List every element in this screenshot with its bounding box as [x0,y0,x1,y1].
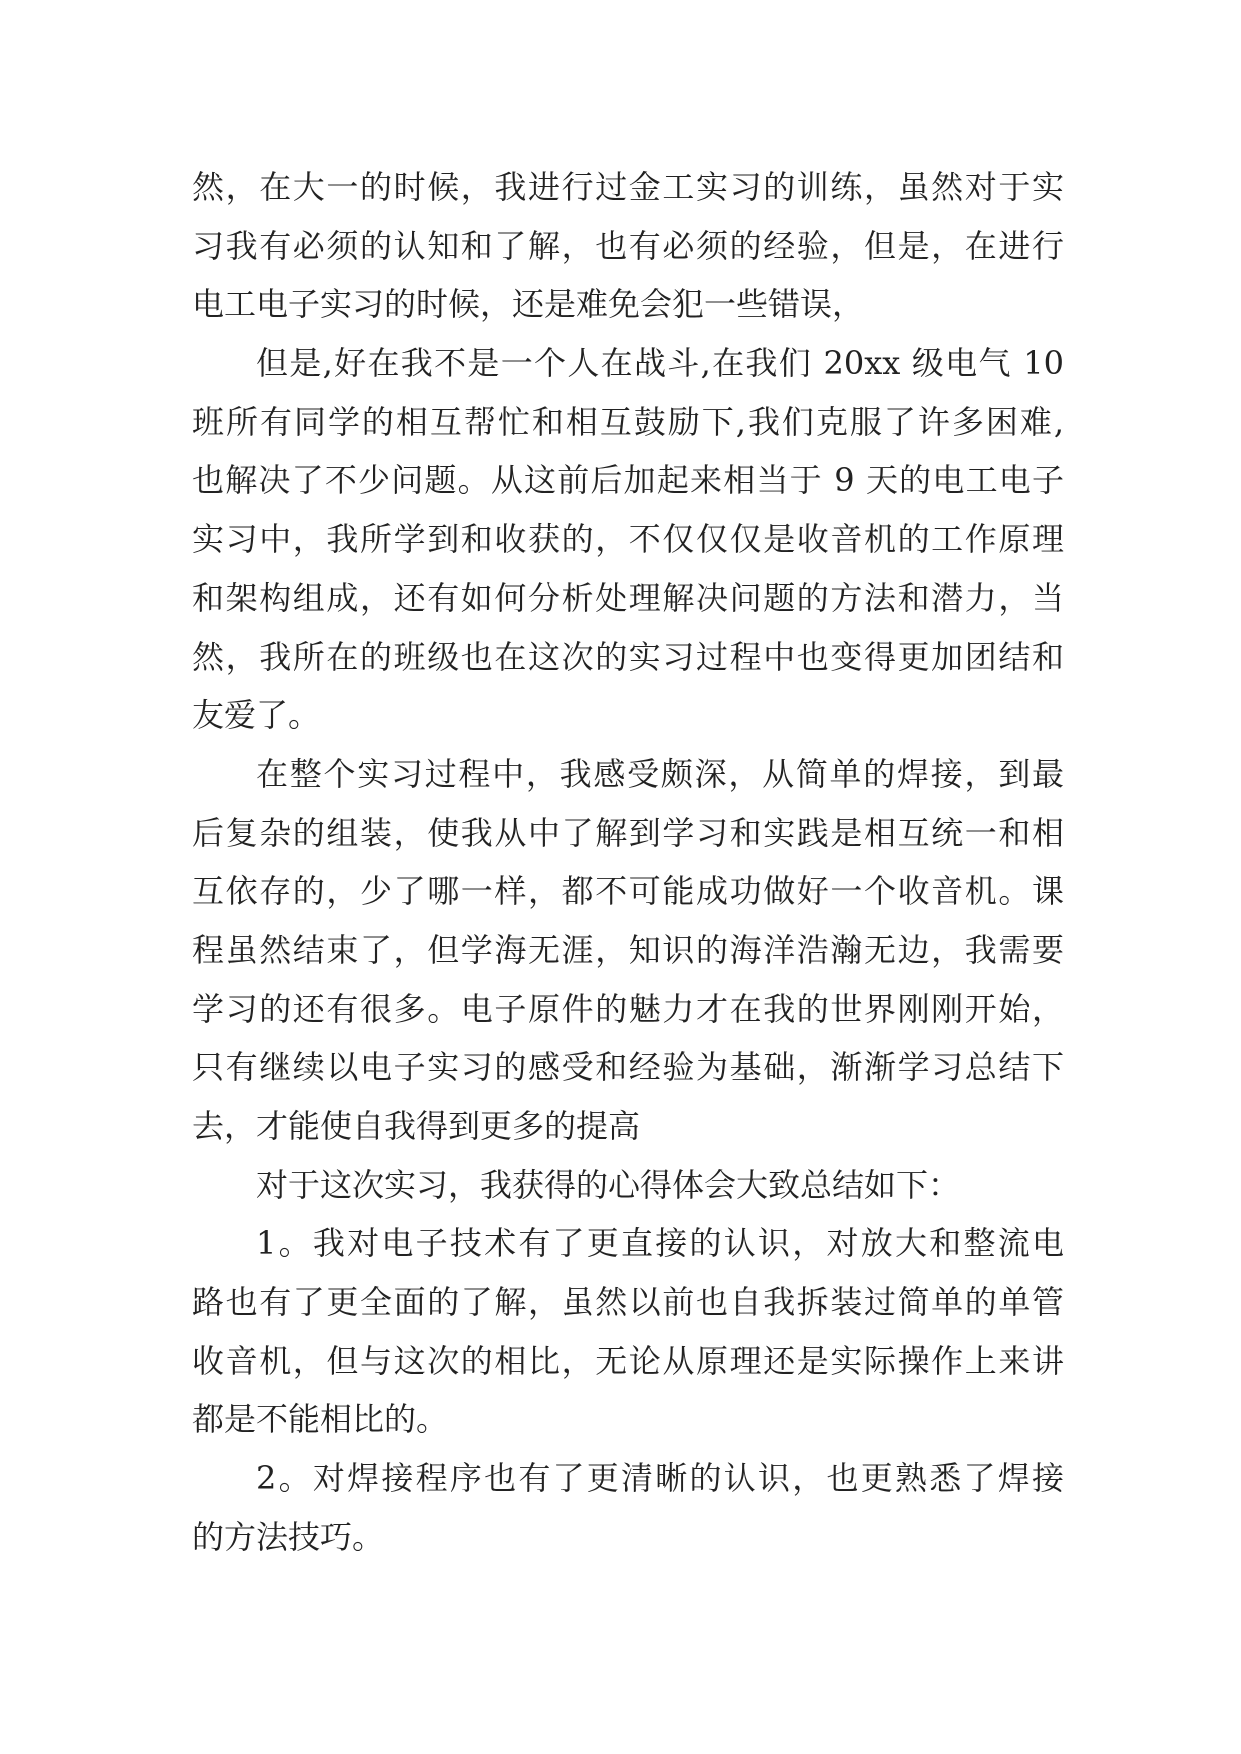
text-line: 班所有同学的相互帮忙和相互鼓励下,我们克服了许多困难, [192,402,1064,441]
text-line: 对于这次实习，我获得的心得体会大致总结如下： [256,1165,961,1204]
text-line: 但是,好在我不是一个人在战斗,在我们 20xx 级电气 10 [256,344,1064,383]
text-line: 路也有了更全面的了解，虽然以前也自我拆装过简单的单管 [192,1283,1064,1322]
text-line: 习我有必须的认知和了解，也有必须的经验，但是，在进行 [192,226,1064,265]
document-body [192,158,1064,1567]
text-line: 电工电子实习的时候，还是难免会犯一些错误， [192,285,865,324]
text-line: 只有继续以电子实习的感受和经验为基础，渐渐学习总结下 [192,1048,1064,1087]
text-line: 收音机，但与这次的相比，无论从原理还是实际操作上来讲 [192,1341,1064,1380]
text-line: 友爱了。 [192,696,321,735]
text-line: 互依存的，少了哪一样，都不可能成功做好一个收音机。课 [192,872,1064,911]
text-line: 1。我对电子技术有了更直接的认识，对放大和整流电 [256,1224,1064,1263]
paragraph [192,334,1064,745]
text-line: 和架构组成，还有如何分析处理解决问题的方法和潜力，当 [192,578,1064,617]
paragraph [192,1214,1064,1449]
text-line: 后复杂的组装，使我从中了解到学习和实践是相互统一和相 [192,813,1064,852]
text-line: 然，我所在的班级也在这次的实习过程中也变得更加团结和 [192,637,1064,676]
paragraph [192,158,1064,334]
paragraph [192,1449,1064,1566]
text-line: 实习中，我所学到和收获的，不仅仅仅是收音机的工作原理 [192,520,1064,559]
paragraph [192,745,1064,1156]
text-line: 学习的还有很多。电子原件的魅力才在我的世界刚刚开始， [192,989,1064,1028]
text-line: 程虽然结束了，但学海无涯，知识的海洋浩瀚无边，我需要 [192,930,1064,969]
text-line: 也解决了不少问题。从这前后加起来相当于 9 天的电工电子 [192,461,1064,500]
text-line: 在整个实习过程中，我感受颇深，从简单的焊接，到最 [256,754,1064,793]
text-line: 去，才能使自我得到更多的提高 [192,1107,641,1145]
text-line: 的方法技巧。 [192,1517,385,1556]
text-line: 2。对焊接程序也有了更清晰的认识，也更熟悉了焊接 [256,1459,1064,1498]
paragraph [192,1156,1064,1215]
text-line: 都是不能相比的。 [192,1400,449,1439]
text-line: 然，在大一的时候，我进行过金工实习的训练，虽然对于实 [192,168,1064,206]
